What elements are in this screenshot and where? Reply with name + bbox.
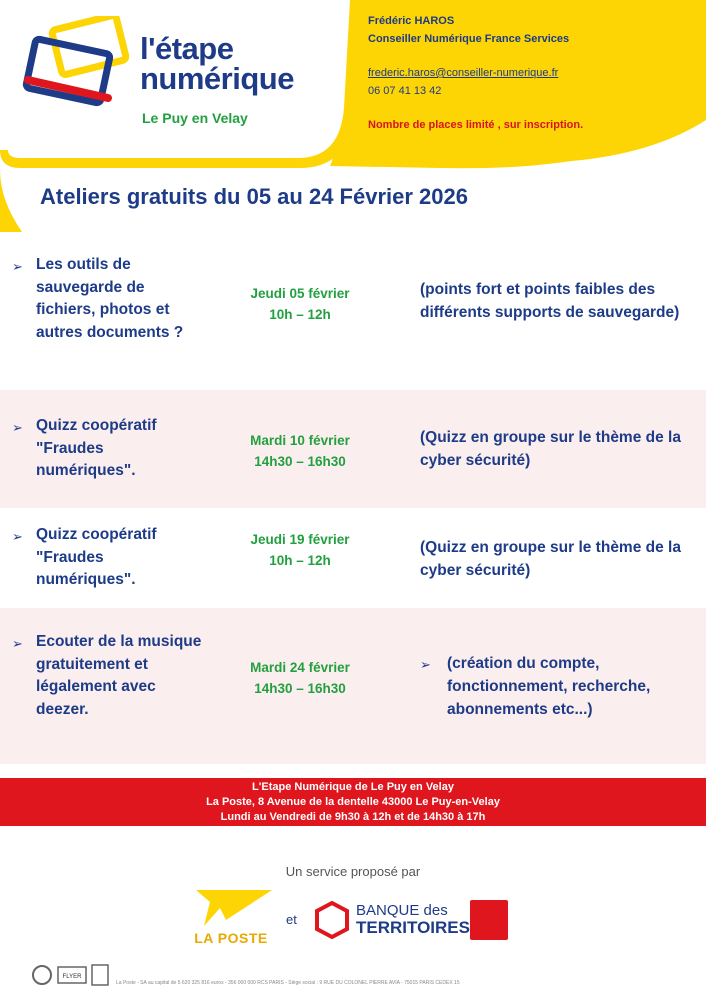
workshop-time: 14h30 – 16h30 — [254, 454, 346, 469]
workshop-row — [0, 390, 706, 508]
registration-notice: Nombre de places limité , sur inscription. — [368, 119, 584, 131]
workshop-topic: Ecouter de la musique gratuitement et légalement avec deezer. — [36, 633, 202, 718]
workshop-schedule — [225, 529, 375, 571]
partners-and: et — [286, 912, 297, 927]
arrow-bullet-icon: ➢ — [420, 657, 431, 672]
workshop-schedule — [225, 283, 375, 325]
banner-address: La Poste, 8 Avenue de la dentelle 43000 Le Puy-en-Velay — [206, 796, 500, 808]
arrow-bullet-icon: ➢ — [12, 529, 23, 544]
workshop-time: 10h – 12h — [269, 307, 331, 322]
brand-line-2: numérique — [140, 61, 294, 96]
workshop-time: 14h30 – 16h30 — [254, 681, 346, 696]
arrow-bullet-icon: ➢ — [12, 636, 23, 651]
workshop-row — [0, 608, 706, 764]
banque-territoires-wordmark — [356, 902, 470, 936]
contact-email-link[interactable]: frederic.haros@conseiller-numerique.fr — [368, 67, 559, 79]
workshop-topic: Quizz coopératif "Fraudes numériques". — [36, 417, 157, 479]
workshop-schedule — [225, 657, 375, 699]
brand-wordmark — [140, 31, 294, 96]
brand-line-1: l'étape — [140, 31, 234, 66]
caisse-depots-logo — [470, 900, 508, 940]
workshop-topic: Quizz coopératif "Fraudes numériques". — [36, 526, 157, 588]
contact-name: Frédéric HAROS — [368, 15, 455, 27]
workshop-day: Mardi 10 février — [250, 433, 350, 448]
workshop-description: (création du compte, fonctionnement, recherche, abonnements etc...) — [447, 655, 651, 718]
workshop-row — [0, 508, 706, 608]
brand-city: Le Puy en Velay — [142, 110, 248, 126]
arrow-bullet-icon: ➢ — [12, 259, 23, 274]
page-title: Ateliers gratuits du 05 au 24 Février 2026 — [40, 184, 468, 209]
bdt-line-2: TERRITOIRES — [356, 918, 470, 937]
flyer-label: FLYER — [62, 974, 82, 980]
workshop-description: (Quizz en groupe sur le thème de la cyber sécurité) — [420, 539, 681, 579]
location-banner — [0, 778, 706, 826]
banque-territoires-hexagon-icon — [314, 900, 350, 940]
workshop-day: Jeudi 19 février — [250, 532, 350, 547]
service-intro: Un service proposé par — [285, 864, 421, 879]
bdt-line-1: BANQUE des — [356, 902, 448, 919]
workshop-schedule — [225, 430, 375, 472]
legal-notice: La Poste - SA au capital de 5 620 325 816 euros - 356 000 000 RCS PARIS - Siège social : 9 RUE DU COLONEL PIERRE AVIA - 75015 PARIS CEDEX 15 — [116, 980, 460, 986]
workshop-description: (Quizz en groupe sur le thème de la cyber sécurité) — [420, 429, 681, 469]
workshop-day: Mardi 24 février — [250, 660, 350, 675]
banner-hours: Lundi au Vendredi de 9h30 à 12h et de 14h30 à 17h — [220, 811, 486, 823]
banner-place: L'Etape Numérique de Le Puy en Velay — [252, 781, 454, 793]
etape-numerique-logo-icon — [22, 16, 130, 108]
workshop-topic: Les outils de sauvegarde de fichiers, photos et autres documents ? — [36, 256, 184, 341]
contact-role: Conseiller Numérique France Services — [368, 33, 570, 45]
workshop-time: 10h – 12h — [269, 553, 331, 568]
workshop-day: Jeudi 05 février — [250, 286, 350, 301]
contact-phone: 06 07 41 13 42 — [368, 85, 442, 97]
workshop-row — [0, 250, 706, 390]
contact-block — [368, 12, 583, 134]
laposte-label: LA POSTE — [194, 930, 268, 946]
footer-recycling-icons — [30, 962, 112, 988]
workshop-description: (points fort et points faibles des différents supports de sauvegarde) — [420, 281, 680, 321]
arrow-bullet-icon: ➢ — [12, 420, 23, 435]
